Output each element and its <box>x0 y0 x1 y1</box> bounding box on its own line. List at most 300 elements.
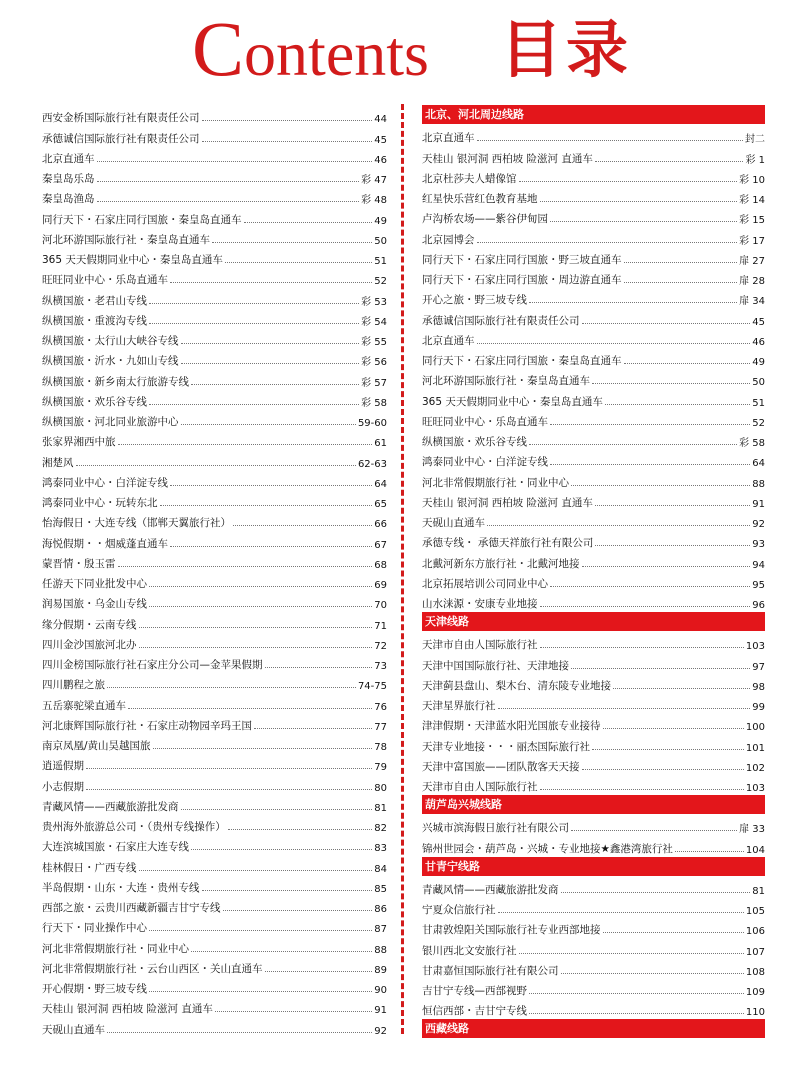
toc-entry[interactable] <box>42 267 387 287</box>
toc-entry[interactable] <box>422 206 765 226</box>
dot-leader <box>139 647 373 648</box>
toc-entry-title: 北京直通车 <box>422 334 475 347</box>
toc-entry-page: 110 <box>745 1007 765 1019</box>
toc-entry[interactable] <box>42 551 387 571</box>
dot-leader <box>477 140 744 141</box>
toc-entry-title: 天津市自由人国际旅行社 <box>422 781 538 793</box>
toc-entry-title: 吉甘宁专线—西部视野 <box>422 985 527 997</box>
toc-entry-page: 52 <box>752 417 765 429</box>
toc-entry-title: 天津星界旅行社 <box>422 700 496 712</box>
toc-entry[interactable] <box>42 1016 387 1036</box>
toc-entry-title: 365 天天假期同业中心・秦皇岛直通车 <box>422 395 603 408</box>
toc-entry[interactable] <box>422 774 765 794</box>
toc-entry[interactable] <box>42 146 387 166</box>
toc-entry[interactable] <box>42 854 387 874</box>
toc-entry-title: 纵横国旅・沂水・九如山专线 <box>42 355 179 368</box>
column-divider <box>401 104 404 1034</box>
toc-entry-page: 76 <box>374 701 387 713</box>
toc-entry[interactable] <box>422 550 765 570</box>
dot-leader <box>624 363 751 364</box>
toc-entry-page: 扉 27 <box>739 255 765 267</box>
dot-leader <box>519 181 738 182</box>
dot-leader <box>170 485 372 486</box>
toc-entry-page: 106 <box>745 926 765 938</box>
toc-entry-title: 河北非常假期旅行社・云台山西区・关山直通车 <box>42 962 263 975</box>
toc-entry-page: 彩 1 <box>745 154 765 166</box>
toc-entry-title: 兴城市滨海假日旅行社有限公司 <box>422 822 569 835</box>
toc-entry[interactable] <box>42 287 387 307</box>
toc-entry[interactable] <box>422 247 765 267</box>
dot-leader <box>181 424 356 425</box>
toc-entry-title: 同行天下・石家庄同行国旅・野三坡直通车 <box>422 253 622 266</box>
toc-entry-title: 四川金榜国际旅行社石家庄分公司—金苹果假期 <box>42 659 263 671</box>
toc-entry-title: 天津蓟县盘山、梨木台、清东陵专业地接 <box>422 679 611 692</box>
dot-leader <box>107 687 356 688</box>
dot-leader <box>605 404 750 405</box>
toc-entry-page: 79 <box>374 762 387 774</box>
toc-entry-title: 纵横国旅・欢乐谷专线 <box>42 395 147 408</box>
title-rest: ontents <box>244 18 429 89</box>
toc-entry-page: 70 <box>374 600 387 612</box>
dot-leader <box>223 910 373 911</box>
toc-entry-page: 93 <box>752 539 765 551</box>
dot-leader <box>76 465 356 466</box>
toc-entry-title: 纵横国旅・重渡沟专线 <box>42 314 147 327</box>
toc-entry-page: 50 <box>752 377 765 389</box>
toc-entry[interactable] <box>422 348 765 368</box>
toc-entry[interactable] <box>422 368 765 388</box>
toc-entry-title: 天津中富国旅——团队散客天天接 <box>422 760 580 773</box>
toc-entry-title: 半岛假期・山东・大连・贵州专线 <box>42 881 200 894</box>
toc-entry-page: 51 <box>374 256 387 267</box>
dot-leader <box>202 120 373 121</box>
toc-entry-page: 104 <box>745 844 765 856</box>
toc-entry-title: 青藏风情——西藏旅游批发商 <box>422 883 559 896</box>
toc-entry[interactable] <box>42 389 387 409</box>
dot-leader <box>571 830 737 831</box>
dot-leader <box>149 991 372 992</box>
toc-entry-page: 69 <box>374 580 387 591</box>
dot-leader <box>595 161 744 162</box>
toc-entry-page: 59-60 <box>357 418 387 429</box>
toc-entry-page: 45 <box>374 134 387 146</box>
toc-entry-title: 天津中国国际旅行社、天津地接 <box>422 659 569 672</box>
toc-entry[interactable] <box>42 814 387 834</box>
dot-leader <box>519 953 744 954</box>
toc-entry[interactable] <box>42 328 387 348</box>
toc-entry[interactable] <box>42 996 387 1016</box>
toc-entry-page: 98 <box>752 681 765 693</box>
toc-entry[interactable] <box>422 469 765 489</box>
toc-entry[interactable] <box>422 733 765 753</box>
toc-entry-page: 彩 54 <box>361 316 387 328</box>
toc-entry[interactable] <box>42 429 387 449</box>
toc-entry-title: 甘肃嘉恒国际旅行社有限公司 <box>422 964 559 977</box>
dot-leader <box>550 424 750 425</box>
toc-entry-page: 80 <box>374 782 387 794</box>
toc-entry-page: 99 <box>752 702 765 713</box>
dot-leader <box>675 851 744 852</box>
toc-entry[interactable] <box>422 186 765 206</box>
toc-entry-title: 纵横国旅・太行山大峡谷专线 <box>42 335 179 347</box>
toc-entry-page: 86 <box>374 904 387 915</box>
toc-entry-page: 109 <box>745 987 765 998</box>
toc-entry-page: 72 <box>374 640 387 652</box>
toc-entry-page: 91 <box>374 1005 387 1017</box>
toc-entry[interactable] <box>422 510 765 530</box>
toc-entry-page: 彩 53 <box>361 296 387 308</box>
toc-entry[interactable] <box>42 753 387 773</box>
toc-entry-title: 北京园博会 <box>422 233 475 246</box>
dot-leader <box>592 749 744 750</box>
toc-entry-page: 彩 14 <box>739 195 765 206</box>
toc-entry-title: 小志假期 <box>42 780 84 793</box>
dot-leader <box>529 993 744 994</box>
toc-entry[interactable] <box>42 632 387 652</box>
toc-entry-page: 74-75 <box>357 681 387 693</box>
toc-entry[interactable] <box>42 652 387 672</box>
toc-entry-page: 105 <box>745 906 765 917</box>
toc-entry[interactable] <box>422 693 765 713</box>
dot-leader <box>477 343 751 344</box>
left-column <box>42 105 387 1037</box>
toc-entry[interactable] <box>422 409 765 429</box>
toc-entry-title: 四川金沙国旅河北办 <box>42 638 137 651</box>
toc-entry[interactable] <box>422 429 765 449</box>
toc-entry[interactable] <box>42 449 387 469</box>
toc-entry[interactable] <box>422 125 765 145</box>
toc-entry[interactable] <box>42 956 387 976</box>
dot-leader <box>571 485 750 486</box>
toc-entry-title: 河北环游国际旅行社・秦皇岛直通车 <box>42 233 210 246</box>
toc-entry-page: 108 <box>745 966 765 978</box>
section-heading: 北京、河北周边线路 <box>422 105 765 124</box>
toc-entry-title: 天桂山 银河洞 西柏坡 险滋河 直通车 <box>42 1003 213 1016</box>
section-heading: 葫芦岛兴城线路 <box>422 795 765 814</box>
toc-entry-title: 卢沟桥农场——紫谷伊甸园 <box>422 213 548 226</box>
toc-entry[interactable] <box>42 125 387 145</box>
dot-leader <box>571 668 750 669</box>
title-mulu: 目录 <box>500 13 633 86</box>
dot-leader <box>550 586 750 587</box>
toc-entry-title: 开心之旅・野三坡专线 <box>422 294 527 307</box>
toc-entry[interactable] <box>42 308 387 328</box>
toc-entry[interactable] <box>422 917 765 937</box>
toc-entry-page: 91 <box>752 498 765 510</box>
toc-entry-page: 101 <box>745 742 765 754</box>
dot-leader <box>582 566 751 567</box>
toc-entry[interactable] <box>42 794 387 814</box>
toc-entry-title: 天津专业地接・・・丽杰国际旅行社 <box>422 740 590 753</box>
toc-entry-title: 北京拓展培训公司同业中心 <box>422 577 548 590</box>
toc-entry-page: 103 <box>745 641 765 653</box>
toc-entry-page: 71 <box>374 620 387 632</box>
dot-leader <box>613 688 750 689</box>
dot-leader <box>149 404 359 405</box>
dot-leader <box>498 708 751 709</box>
toc-entry-page: 102 <box>745 762 765 774</box>
title-cap-letter: C <box>192 5 245 92</box>
toc-entry-page: 67 <box>374 539 387 551</box>
toc-entry[interactable] <box>42 348 387 368</box>
dot-leader <box>139 627 373 628</box>
toc-entry[interactable] <box>42 935 387 955</box>
toc-entry-page: 90 <box>374 985 387 996</box>
toc-entry[interactable] <box>42 490 387 510</box>
toc-entry[interactable] <box>42 470 387 490</box>
toc-entry-title: 河北康辉国际旅行社・石家庄动物园辛玛王国 <box>42 719 252 732</box>
toc-entry-page: 彩 57 <box>361 377 387 389</box>
toc-entry-page: 49 <box>752 357 765 368</box>
toc-entry[interactable] <box>422 897 765 917</box>
toc-entry-title: 张家界湘西中旅 <box>42 436 116 449</box>
toc-entry[interactable] <box>422 571 765 591</box>
toc-entry-page: 97 <box>752 661 765 673</box>
dot-leader <box>550 464 750 465</box>
toc-entry-title: 天桂山 银河洞 西柏坡 险滋河 直通车 <box>422 496 593 509</box>
toc-entry[interactable] <box>422 652 765 672</box>
toc-entry[interactable] <box>422 673 765 693</box>
toc-entry[interactable] <box>42 409 387 429</box>
toc-entry-page: 44 <box>374 114 387 126</box>
toc-entry[interactable] <box>42 875 387 895</box>
toc-entry-title: 365 天天假期同业中心・秦皇岛直通车 <box>42 254 223 266</box>
toc-entry-title: 山水涞源・安康专业地接 <box>422 598 538 610</box>
toc-entry-title: 逍遥假期 <box>42 760 84 773</box>
dot-leader <box>170 546 372 547</box>
toc-entry[interactable] <box>422 530 765 550</box>
toc-entry[interactable] <box>422 388 765 408</box>
toc-entry[interactable] <box>42 915 387 935</box>
dot-leader <box>225 262 372 263</box>
dot-leader <box>191 951 372 952</box>
toc-entry-page: 94 <box>752 559 765 571</box>
toc-entry[interactable] <box>422 226 765 246</box>
toc-entry[interactable] <box>42 166 387 186</box>
toc-entry-page: 61 <box>374 438 387 450</box>
dot-leader <box>215 1011 372 1012</box>
toc-entry-page: 封二 <box>745 134 765 146</box>
toc-entry-page: 46 <box>752 336 765 348</box>
dot-leader <box>149 930 372 931</box>
toc-entry-page: 65 <box>374 499 387 510</box>
toc-entry-title: 五岳寨驼梁直通车 <box>42 699 126 712</box>
toc-entry[interactable] <box>422 490 765 510</box>
toc-entry[interactable] <box>422 958 765 978</box>
dot-leader <box>244 222 373 223</box>
toc-entry-page: 84 <box>374 863 387 875</box>
toc-entry-page: 82 <box>374 823 387 834</box>
dot-leader <box>107 1032 372 1033</box>
dot-leader <box>170 282 372 283</box>
toc-entry[interactable] <box>422 754 765 774</box>
toc-entry-page: 49 <box>374 215 387 227</box>
toc-entry-title: 天津市自由人国际旅行社 <box>422 639 538 652</box>
toc-entry[interactable] <box>422 449 765 469</box>
toc-entry[interactable] <box>422 328 765 348</box>
toc-entry[interactable] <box>422 835 765 855</box>
toc-entry-page: 92 <box>752 519 765 530</box>
toc-entry-page: 彩 56 <box>361 357 387 369</box>
toc-entry[interactable] <box>42 530 387 550</box>
dot-leader <box>202 890 373 891</box>
dot-leader <box>595 545 750 546</box>
toc-entry[interactable] <box>42 834 387 854</box>
dot-leader <box>86 789 372 790</box>
dot-leader <box>228 829 373 830</box>
section-heading: 天津线路 <box>422 612 765 631</box>
toc-entry[interactable] <box>42 692 387 712</box>
toc-entry-title: 鸿泰同业中心・白洋淀专线 <box>422 456 548 469</box>
dot-leader <box>153 748 373 749</box>
dot-leader <box>118 444 373 445</box>
dot-leader <box>529 1013 744 1014</box>
page-header <box>0 0 800 100</box>
dot-leader <box>529 302 737 303</box>
toc-entry[interactable] <box>42 713 387 733</box>
toc-entry-title: 青藏风情——西藏旅游批发商 <box>42 800 179 813</box>
toc-entry-page: 彩 55 <box>361 337 387 348</box>
toc-entry[interactable] <box>42 591 387 611</box>
dot-leader <box>181 809 373 810</box>
toc-entry-title: 承德诚信国际旅行社有限责任公司 <box>42 132 200 145</box>
toc-entry-page: 扉 34 <box>739 296 765 308</box>
toc-entry-title: 北京杜莎夫人蜡像馆 <box>422 172 517 185</box>
toc-entry[interactable] <box>42 247 387 267</box>
dot-leader <box>624 262 738 263</box>
toc-entry-page: 52 <box>374 276 387 288</box>
toc-entry[interactable] <box>422 815 765 835</box>
toc-entry-title: 宁夏众信旅行社 <box>422 904 496 916</box>
toc-entry-page: 89 <box>374 964 387 976</box>
toc-entry[interactable] <box>422 267 765 287</box>
toc-entry-page: 彩 15 <box>739 215 765 227</box>
toc-entry-page: 88 <box>752 478 765 490</box>
toc-entry-page: 64 <box>752 458 765 470</box>
toc-entry-page: 51 <box>752 397 765 409</box>
toc-entry-page: 100 <box>745 722 765 734</box>
toc-entry-page: 95 <box>752 579 765 591</box>
dot-leader <box>498 912 744 913</box>
toc-entry[interactable] <box>42 227 387 247</box>
toc-entry-page: 88 <box>374 944 387 956</box>
toc-entry[interactable] <box>42 510 387 530</box>
toc-entry-title: 鸿泰同业中心・白洋淀专线 <box>42 476 168 489</box>
dot-leader <box>149 606 372 607</box>
toc-entry-title: 同行天下・石家庄同行国旅・秦皇岛直通车 <box>422 355 622 367</box>
dot-leader <box>149 303 359 304</box>
toc-entry-title: 秦皇岛渔岛 <box>42 193 95 206</box>
toc-entry-title: 润易国旅・乌金山专线 <box>42 598 147 611</box>
dot-leader <box>128 708 372 709</box>
toc-entry-title: 北京直通车 <box>422 132 475 145</box>
toc-entry-title: 南京凤凰/黄山昊越国旅 <box>42 740 151 752</box>
toc-entry[interactable] <box>42 571 387 591</box>
toc-entry-page: 扉 33 <box>739 824 765 836</box>
dot-leader <box>582 769 744 770</box>
toc-entry-title: 怡海假日・大连专线（邯郸天翼旅行社） <box>42 517 231 530</box>
dot-leader <box>97 161 373 162</box>
dot-leader <box>592 383 750 384</box>
toc-entry-title: 旺旺同业中心・乐岛直通车 <box>42 274 168 287</box>
dot-leader <box>529 444 737 445</box>
toc-entry[interactable] <box>422 591 765 611</box>
toc-entry-title: 红星快乐营红色教育基地 <box>422 193 538 205</box>
dot-leader <box>149 323 359 324</box>
toc-entry-title: 秦皇岛乐岛 <box>42 173 95 185</box>
toc-entry[interactable] <box>42 895 387 915</box>
dot-leader <box>540 606 751 607</box>
dot-leader <box>97 201 360 202</box>
toc-entry-page: 62-63 <box>357 458 387 470</box>
toc-entry-page: 103 <box>745 783 765 794</box>
toc-entry[interactable] <box>42 368 387 388</box>
toc-entry[interactable] <box>422 998 765 1018</box>
toc-entry-page: 68 <box>374 559 387 571</box>
toc-entry-title: 北戴河新东方旅行社・北戴河地接 <box>422 557 580 570</box>
toc-entry-title: 银川西北文安旅行社 <box>422 944 517 957</box>
toc-entry[interactable] <box>422 287 765 307</box>
toc-entry-title: 开心假期・野三坡专线 <box>42 983 147 995</box>
toc-entry-title: 承德诚信国际旅行社有限责任公司 <box>422 314 580 327</box>
toc-entry-page: 81 <box>374 802 387 814</box>
dot-leader <box>254 728 372 729</box>
toc-entry[interactable] <box>42 733 387 753</box>
toc-entry[interactable] <box>42 206 387 226</box>
toc-entry[interactable] <box>42 186 387 206</box>
toc-entry-page: 96 <box>752 600 765 611</box>
toc-entry[interactable] <box>42 976 387 996</box>
dot-leader <box>477 242 738 243</box>
toc-entry[interactable] <box>422 978 765 998</box>
toc-entry[interactable] <box>422 166 765 186</box>
toc-entry-page: 92 <box>374 1025 387 1037</box>
dot-leader <box>487 525 750 526</box>
dot-leader <box>582 323 751 324</box>
toc-entry-page: 彩 47 <box>361 175 387 186</box>
toc-entry-title: 海悦假期・・烟威蓬直通车 <box>42 537 168 550</box>
toc-entry[interactable] <box>422 632 765 652</box>
toc-entry-page: 彩 58 <box>361 397 387 409</box>
toc-entry[interactable] <box>42 773 387 793</box>
toc-entry-page: 45 <box>752 316 765 328</box>
toc-entry[interactable] <box>42 611 387 631</box>
toc-entry-title: 西部之旅・云贵川西藏新疆吉甘宁专线 <box>42 902 221 914</box>
toc-entry-title: 四川鹏程之旅 <box>42 679 105 692</box>
toc-entry[interactable] <box>422 713 765 733</box>
toc-entry-title: 西安金桥国际旅行社有限责任公司 <box>42 112 200 125</box>
toc-entry[interactable] <box>42 672 387 692</box>
toc-entry-title: 鸿泰同业中心・玩转东北 <box>42 497 158 509</box>
toc-entry-page: 85 <box>374 883 387 895</box>
toc-entry[interactable] <box>422 877 765 897</box>
toc-entry[interactable] <box>422 937 765 957</box>
toc-entry[interactable] <box>422 145 765 165</box>
dot-leader <box>118 566 373 567</box>
dot-leader <box>624 282 738 283</box>
toc-entry-page: 81 <box>752 885 765 897</box>
dot-leader <box>212 242 372 243</box>
toc-entry[interactable] <box>42 105 387 125</box>
toc-entry-title: 恒信西部・吉甘宁专线 <box>422 1005 527 1018</box>
title-contents <box>192 5 429 92</box>
dot-leader <box>550 221 737 222</box>
toc-entry-page: 彩 10 <box>739 174 765 186</box>
toc-entry[interactable] <box>422 307 765 327</box>
toc-entry-title: 纵横国旅・欢乐谷专线 <box>422 436 527 448</box>
toc-entry-page: 彩 48 <box>361 195 387 207</box>
toc-entry-title: 承德专线・ 承德天祥旅行社有限公司 <box>422 537 594 550</box>
